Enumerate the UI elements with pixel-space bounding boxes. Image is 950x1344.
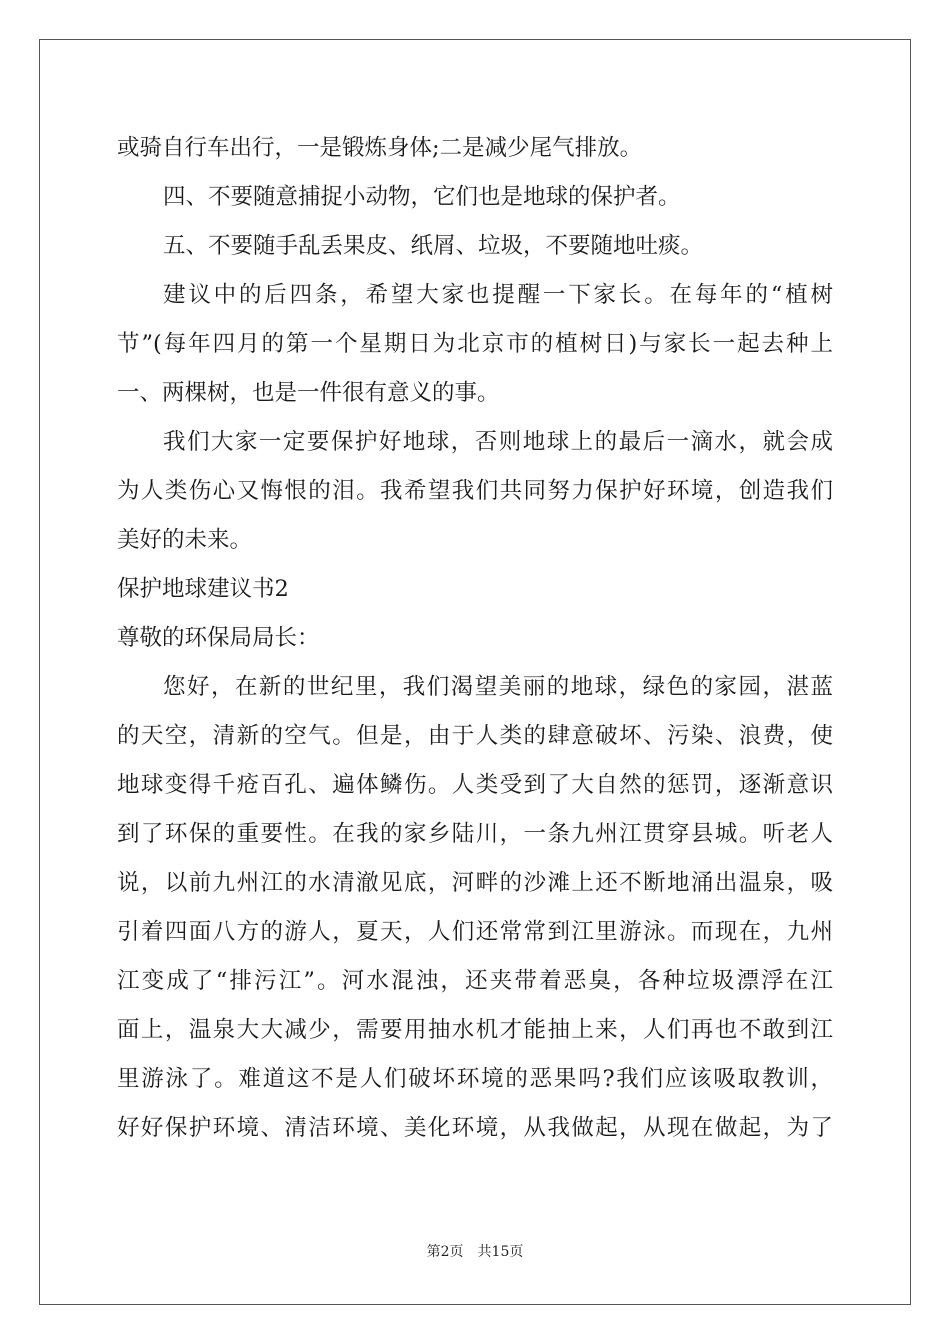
page-footer [0,1241,950,1261]
text-line: 里游泳了。难道这不是人们破坏环境的恶果吗?我们应该吸取教训， [117,1066,833,1092]
text-line: 一、两棵树，也是一件很有意义的事。 [117,380,500,406]
text-line: 说，以前九州江的水清澈见底，河畔的沙滩上还不断地涌出温泉，吸 [117,870,833,896]
text-line: 引着四面八方的游人，夏天，人们还常常到江里游泳。而现在，九州 [117,919,833,945]
text-line: 的天空，清新的空气。但是，由于人类的肆意破坏、污染、浪费，使 [117,723,833,749]
document-body [117,124,833,1153]
text-line: 您好，在新的世纪里，我们渴望美丽的地球，绿色的家园，湛蓝 [163,674,833,700]
text-line: 为人类伤心又悔恨的泪。我希望我们共同努力保护好环境，创造我们 [117,478,833,504]
text-line: 江变成了“排污江”。河水混浊，还夹带着恶臭，各种垃圾漂浮在江 [117,968,833,994]
text-line: 美好的未来。 [117,527,253,553]
text-line: 或骑自行车出行，一是锻炼身体;二是减少尾气排放。 [117,135,643,161]
section-heading: 保护地球建议书2 [117,576,289,602]
salutation: 尊敬的环保局局长： [117,625,320,651]
text-line: 地球变得千疮百孔、遍体鳞伤。人类受到了大自然的惩罚，逐渐意识 [117,772,833,798]
text-line: 节”(每年四月的第一个星期日为北京市的植树日)与家长一起去种上 [117,331,833,357]
text-line: 面上，温泉大大减少，需要用抽水机才能抽上来，人们再也不敢到江 [117,1017,833,1043]
text-line: 好好保护环境、清洁环境、美化环境，从我做起，从现在做起，为了 [117,1115,833,1141]
page-number: 第2页 [426,1244,464,1260]
list-item-4: 四、不要随意捕捉小动物，它们也是地球的保护者。 [163,184,681,210]
text-line: 我们大家一定要保护好地球，否则地球上的最后一滴水，就会成 [163,429,833,455]
text-line: 到了环保的重要性。在我的家乡陆川，一条九州江贯穿县城。听老人 [117,821,833,847]
page-total: 共15页 [477,1244,524,1260]
text-line: 建议中的后四条，希望大家也提醒一下家长。在每年的“植树 [163,282,833,308]
list-item-5: 五、不要随手乱丢果皮、纸屑、垃圾，不要随地吐痰。 [163,233,704,259]
